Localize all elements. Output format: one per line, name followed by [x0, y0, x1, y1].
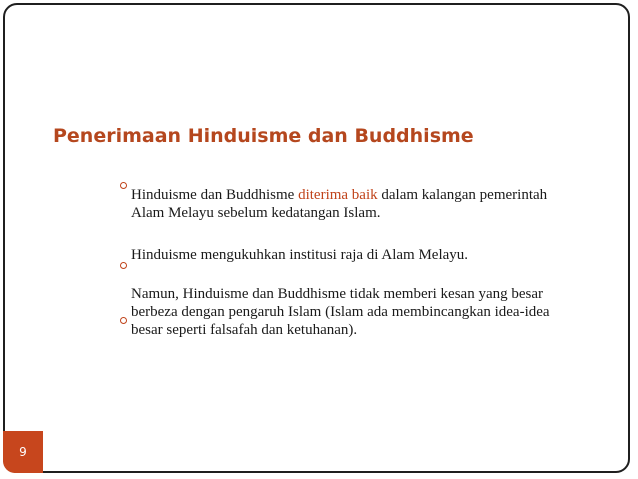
slide-title: Penerimaan Hinduisme dan Buddhisme — [53, 125, 474, 147]
circle-bullet-icon — [120, 262, 127, 269]
bullet-1-text-before: Hinduisme dan Buddhisme — [131, 187, 299, 203]
circle-bullet-icon — [120, 182, 127, 189]
bullet-text-1 — [131, 186, 551, 222]
bullet-1-text-after: dalam kalangan pemerintah Alam Melayu sebelum kedatangan Islam. — [131, 187, 548, 221]
bullet-text-2: Hinduisme mengukuhkan institusi raja di Alam Melayu. — [131, 247, 469, 263]
circle-bullet-icon — [120, 317, 127, 324]
slide-frame — [3, 3, 630, 473]
bullet-text-3: Namun, Hinduisme dan Buddhisme tidak memberi kesan yang besar berbeza dengan pengaruh Islam (Islam ada membincangkan idea-idea besar seperti falsafah dan ketuhanan). — [131, 286, 550, 338]
page-number-badge: 9 — [3, 431, 43, 473]
bullet-1-highlight: diterima baik — [298, 187, 378, 203]
